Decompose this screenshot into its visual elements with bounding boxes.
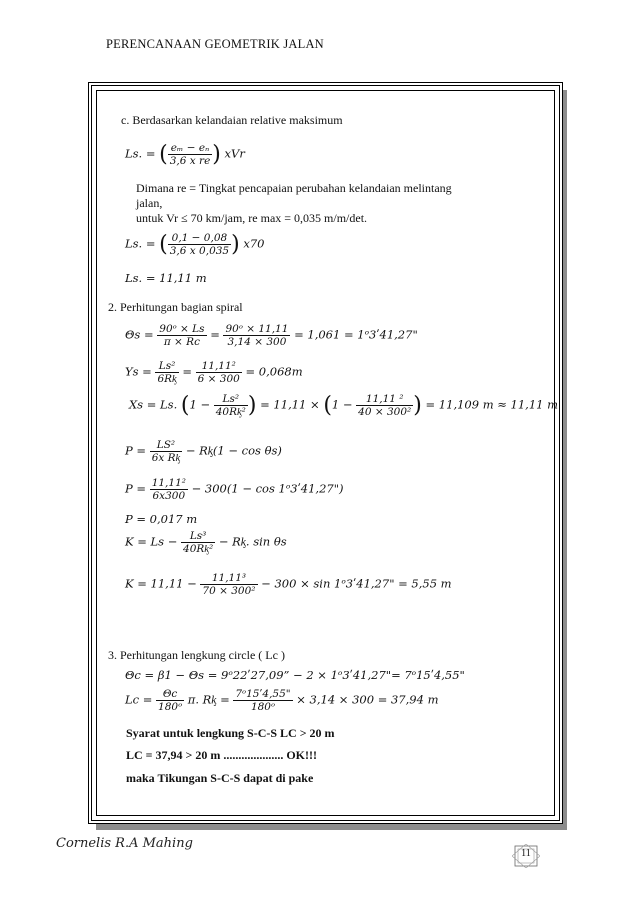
conclusion-text: maka Tikungan S-C-S dapat di pake [126,771,314,785]
check-text: LC = 37,94 > 20 m .................... OK!!! [126,748,317,762]
ys-formula: Ys = $\frac{\text{Ls²}}{\text{6Rᶄ}}$ = $\frac{\text{11,11²}}{6 \times 300}$ = 0,068m [125,360,303,385]
p-formula: P = $\frac{\text{LS²}}{\text{6x Rᶄ}}$ − Rᶄ(1 − cos θs) [125,439,282,464]
k-substitution: K = 11,11 − $\frac{\text{11,11³}}{\text{70 × 300²}}$ − 300 × sin 1ᵒ3ʹ41,27" = 5,55 m [125,572,452,597]
section-3-heading: 3. Perhitungan lengkung circle ( Lc ) [108,648,285,662]
page-number: 11 [521,848,531,859]
lc-formula: Lc = $\frac{\Theta c}{\text{180ᵒ}}$ π. Rᶄ = $\frac{\text{7ᵒ15ʹ4,55"}}{\text{180ᵒ}}$ × 3,14 × 300 = 37,94 m [125,688,439,713]
note-line-2: jalan, [136,196,163,210]
footer-author: Cornelis R.A Mahing [56,836,193,851]
note-line-3: untuk Vr ≤ 70 km/jam, re max = 0,035 m/m/det. [136,211,368,225]
note-line-1: Dimana re = Tingkat pencapaian perubahan kelandaian melintang [136,181,452,195]
k-formula: K = Ls − $\frac{\text{Ls³}}{\text{40Rᶄ²}}$ − Rᶄ. sin θs [125,530,287,555]
ls-substitution: Ls. = ( $\frac{0,1 - 0,08}{3,6 x 0,035}$ ) x70 [125,232,265,257]
ls-formula: Ls. = ( $\frac{\text{eₘ − eₙ}}{\text{3,6 x re}}$ ) xVr [125,142,245,167]
condition-text: Syarat untuk lengkung S-C-S LC > 20 m [126,726,335,740]
page-header: PERENCANAAN GEOMETRIK JALAN [106,37,324,51]
theta-s-formula: Θs = $\frac{\text{90ᵒ × Ls}}{\pi \times Rc}$ = $\frac{\text{90ᵒ × 11,11}}{3,14 \times 300}$ = 1,061 = 1ᵒ3ʹ41,27" [125,323,418,348]
section-2-heading: 2. Perhitungan bagian spiral [108,300,243,314]
xs-formula: Xs = Ls. (1 − $\frac{\text{Ls²}}{\text{40Rᶄ²}}$ ) = 11,11 × (1 − $\frac{\text{11,11 ²}}{\text{40 × 300²}}$ ) = 11,109 m ≈ 11,11 m [129,393,559,418]
p-substitution: P = $\frac{\text{11,11²}}{6x300}$ − 300(1 − cos 1ᵒ3ʹ41,27") [125,477,344,502]
ls-result: Ls. = 11,11 m [125,271,207,285]
section-c-heading: c. Berdasarkan kelandaian relative maksimum [121,113,343,127]
theta-c-formula: Θc = β1 − Θs = 9ᵒ22ʹ27,09” − 2 × 1ᵒ3ʹ41,27"= 7ᵒ15ʹ4,55" [125,668,465,682]
p-result: P = 0,017 m [125,512,198,526]
